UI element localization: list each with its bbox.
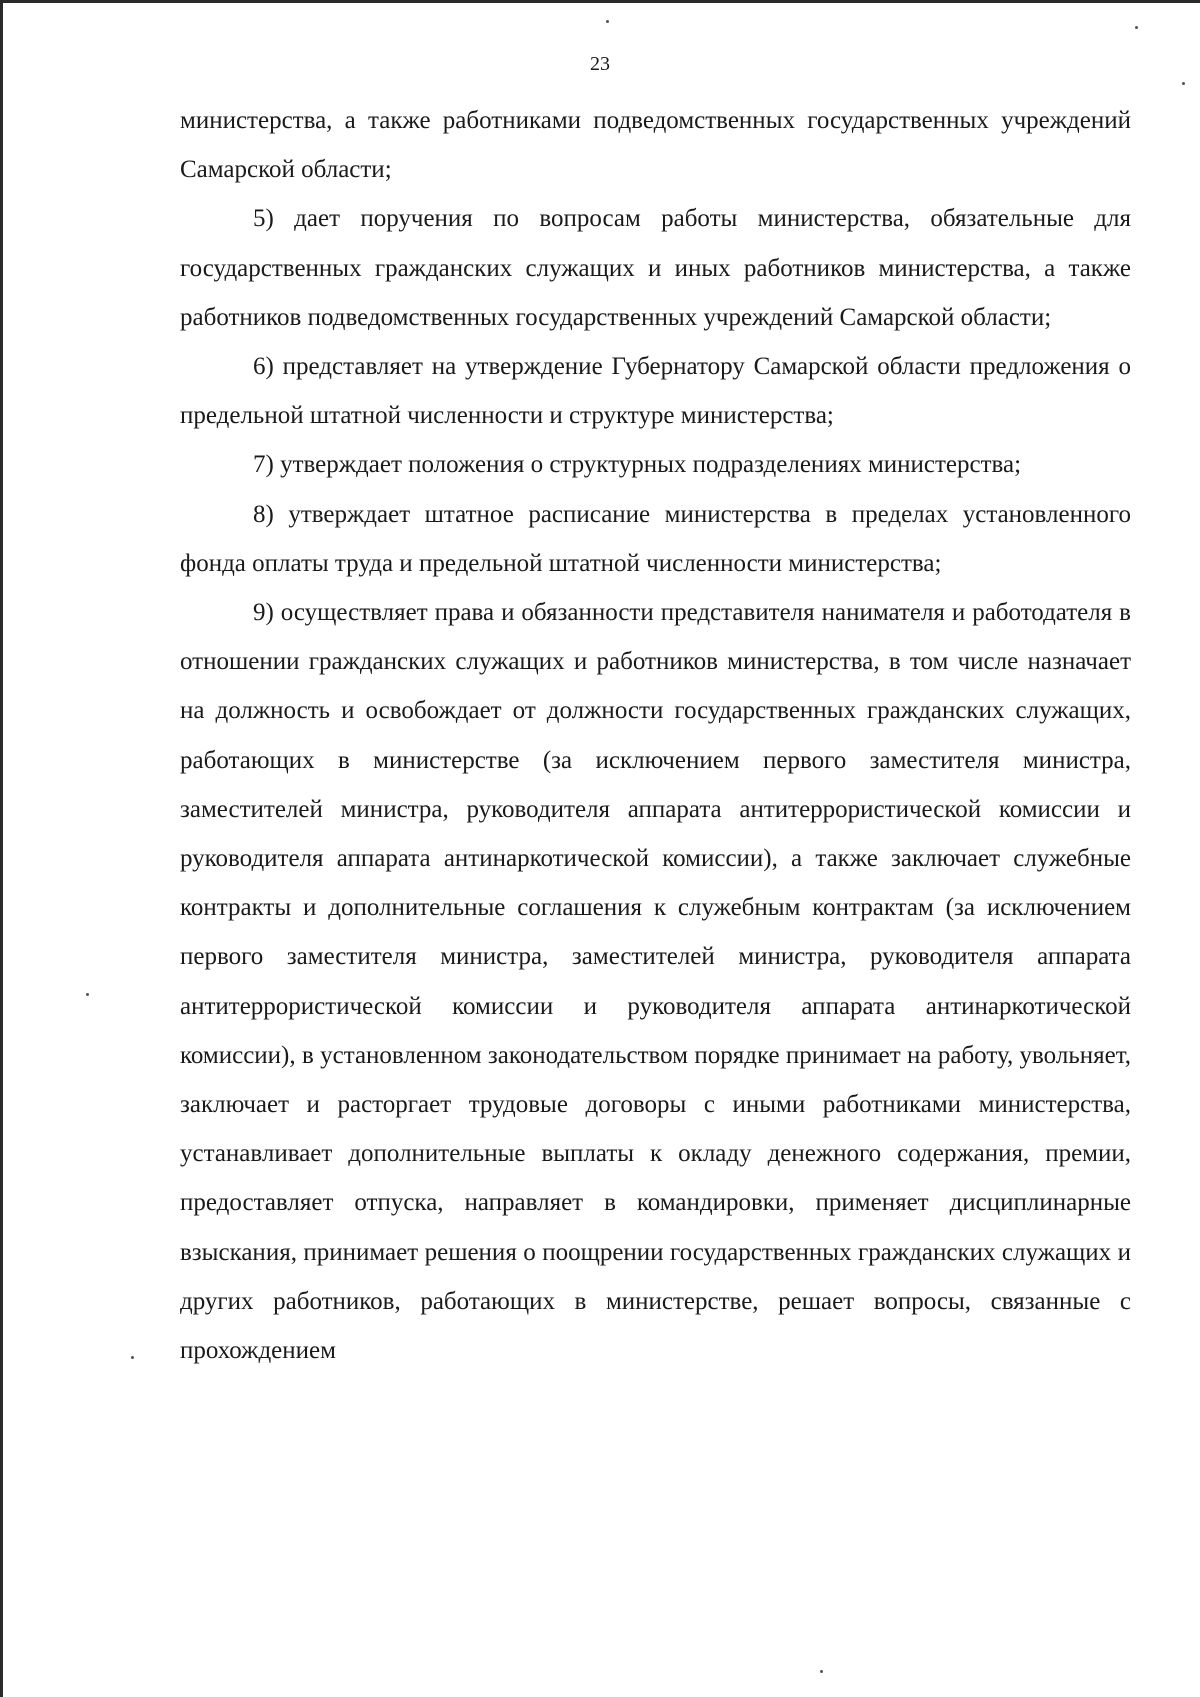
- paragraph-item-9: 9) осуществляет права и обязанности представителя нанимателя и работодателя в отношении гражданских служащих и работников министерства, в том числе назначает на должность и освобождает от должности государственных гражданских служащих, работающих в министерстве (за исключением первого заместителя министра, заместителей министра, руководителя аппарата антитеррористической комиссии и руководителя аппарата антинаркотической комиссии), а также заключает служебные контракты и дополнительные соглашения к служебным контрактам (за исключением первого заместителя министра, заместителей министра, руководителя аппарата антитеррористической комиссии и руководителя аппарата антинаркотической комиссии), в установленном законодательством порядке принимает на работу, увольняет, заключает и расторгает трудовые договоры с иными работниками министерства, устанавливает дополнительные выплаты к окладу денежного содержания, премии, предоставляет отпуска, направляет в командировки, применяет дисциплинарные взыскания, принимает решения о поощрении государственных гражданских служащих и других работников, работающих в министерстве, решает вопросы, связанные с прохождением: [180, 599, 1131, 1365]
- scan-edge-left: [0, 0, 3, 1697]
- paragraph-continuation: министерства, а также работниками подведомственных государственных учреждений Самарской области;: [180, 107, 1131, 184]
- scan-speck: [1182, 82, 1185, 85]
- paragraph-item-7: 7) утверждает положения о структурных подразделениях министерства;: [253, 451, 1022, 479]
- scan-speck: [606, 20, 609, 23]
- document-body: [180, 96, 1131, 1375]
- paragraph-item-5: 5) дает поручения по вопросам работы министерства, обязательные для государственных гражданских служащих и иных работников министерства, а также работников подведомственных государственных учреждений Самарской области;: [180, 205, 1131, 331]
- paragraph-item-8: 8) утверждает штатное расписание министерства в пределах установленного фонда оплаты труда и предельной штатной численности министерства;: [180, 500, 1131, 577]
- page-number: 23: [590, 53, 610, 75]
- scan-edge-top: [0, 0, 1200, 3]
- scan-speck: [820, 1670, 823, 1673]
- scan-speck: [1135, 26, 1138, 29]
- paragraph-item-6: 6) представляет на утверждение Губернатору Самарской области предложения о предельной штатной численности и структуре министерства;: [180, 353, 1131, 430]
- scan-speck: [86, 993, 89, 996]
- scan-speck: [131, 1356, 134, 1359]
